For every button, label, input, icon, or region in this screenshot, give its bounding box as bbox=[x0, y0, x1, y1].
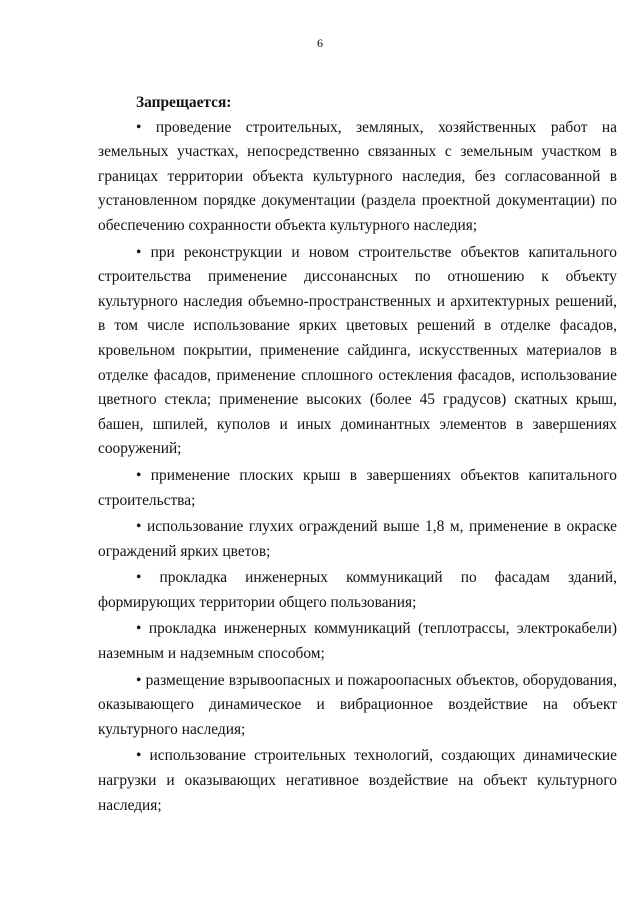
prohibition-item-5: • прокладка инженерных коммуникаций по фасадам зданий, формирующих территории общего пользования; bbox=[98, 569, 617, 611]
document-body bbox=[98, 91, 617, 818]
page-number: 6 bbox=[317, 36, 323, 50]
prohibition-item-2: • при реконструкции и новом строительстве объектов капитального строительства применение диссонансных по отношению к объекту культурного наследия объемно-пространственных и архитектурных решений, в том числе использование ярких цветовых решений в отделке фасадов, кровельном покрытии, применение сайдинга, искусственных материалов в отделке фасадов, применение сплошного остекления фасадов, использование цветного стекла; применение высоких (более 45 градусов) скатных крыш, башен, шпилей, куполов и иных доминантных элементов в завершениях сооружений; bbox=[98, 243, 617, 458]
prohibition-item-6: • прокладка инженерных коммуникаций (теплотрассы, электрокабели) наземным и надземным способом; bbox=[98, 620, 617, 663]
prohibition-item-1: • проведение строительных, земляных, хозяйственных работ на земельных участках, непосредственно связанных с земельным участком в границах территории объекта культурного наследия, без согласованной в установленном порядке документации (раздела проектной документации) по обеспечению сохранности объекта культурного наследия; bbox=[98, 118, 617, 234]
prohibition-item-7: • размещение взрывоопасных и пожароопасных объектов, оборудования, оказывающего динамическое и вибрационное воздействие на объект культурного наследия; bbox=[98, 671, 617, 738]
prohibition-item-4: • использование глухих ограждений выше 1,8 м, применение в окраске ограждений ярких цветов; bbox=[98, 518, 617, 560]
prohibition-item-3: • применение плоских крыш в завершениях объектов капитального строительства; bbox=[98, 466, 617, 509]
section-heading: Запрещается: bbox=[136, 94, 232, 111]
prohibition-item-8: • использование строительных технологий, создающих динамические нагрузки и оказывающих негативное воздействие на объект культурного наследия; bbox=[98, 747, 617, 814]
